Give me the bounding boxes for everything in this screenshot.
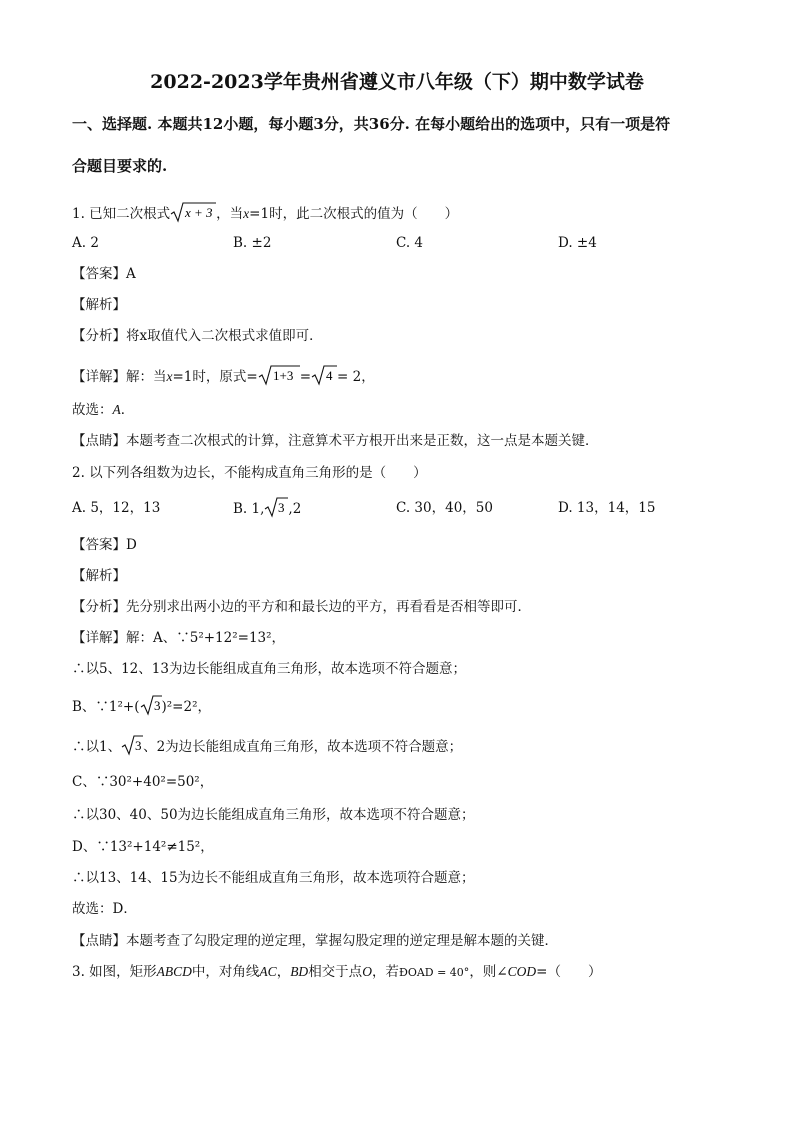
q2-detail-8: ∴以13、14、15为边长不能组成直角三角形，故本选项符合题意；	[72, 870, 475, 886]
svg-text:3: 3	[278, 500, 285, 515]
q1-detail: 【详解】解：当x=1时，原式= 1+3 = 4 = 2，	[72, 364, 375, 391]
q1-answer: 【答案】A	[72, 266, 136, 282]
q1-option-c: C. 4	[396, 235, 424, 251]
page-title: 2022-2023学年贵州省遵义市八年级（下）期中数学试卷	[150, 71, 644, 93]
sqrt-1-plus-3	[258, 364, 300, 391]
svg-text:4: 4	[326, 368, 333, 383]
q2-analysis-label: 【解析】	[72, 568, 126, 584]
svg-text:3: 3	[153, 698, 160, 713]
svg-text:3: 3	[135, 738, 142, 753]
q2-fenxi: 【分析】先分别求出两小边的平方和和最长边的平方，再看看是否相等即可．	[72, 599, 531, 615]
section-heading-line2: 合题目要求的.	[72, 157, 168, 175]
q2-detail-2: ∴以5、12、13为边长能组成直角三角形，故本选项不符合题意；	[72, 661, 466, 677]
sqrt-x-plus-3	[170, 201, 216, 228]
q2-detail-1: 【详解】解：A、∵5²+12²=13²，	[72, 630, 286, 646]
q2-detail-4: ∴以1、 3 、2为边长能组成直角三角形，故本选项不符合题意；	[72, 734, 462, 761]
q2-answer: 【答案】D	[72, 537, 137, 553]
q1-option-a: A. 2	[72, 235, 99, 251]
q1-choose: 故选：A．	[72, 402, 135, 418]
q2-option-d: D. 13，14，15	[558, 500, 656, 516]
q2-option-a: A. 5，12，13	[72, 500, 161, 516]
q1-option-b: B. ±2	[233, 235, 272, 251]
q1-stem: 1. 已知二次根式 x + 3 ，当x=1时，此二次根式的值为（ ）	[72, 201, 458, 228]
q2-detail-3: B、∵1²+( 3 )²=2²，	[72, 694, 211, 721]
sqrt-3	[121, 734, 143, 761]
q1-option-d: D. ±4	[558, 235, 597, 251]
q2-choose: 故选：D．	[72, 901, 137, 917]
sqrt-3	[264, 496, 288, 523]
q2-stem: 2. 以下列各组数为边长，不能构成直角三角形的是（ ）	[72, 465, 427, 481]
q2-detail-5: C、∵30²+40²=50²，	[72, 774, 214, 790]
q1-analysis-label: 【解析】	[72, 297, 126, 313]
svg-text:1+3: 1+3	[272, 368, 294, 383]
q2-option-c: C. 30，40，50	[396, 500, 493, 516]
sqrt-3	[140, 694, 162, 721]
q1-fenxi: 【分析】将x取值代入二次根式求值即可．	[72, 328, 323, 344]
svg-text:x + 3: x + 3	[185, 205, 213, 220]
section-heading-line1: 一、选择题. 本题共12小题，每小题3分，共36分. 在每小题给出的选项中，只有一项是符	[72, 115, 671, 133]
q2-option-b: B. 1, 3 ,2	[233, 496, 301, 523]
q2-dianjing: 【点睛】本题考查了勾股定理的逆定理，掌握勾股定理的逆定理是解本题的关键．	[72, 933, 558, 949]
sqrt-4	[311, 364, 337, 391]
q2-detail-7: D、∵13²+14²≠15²，	[72, 839, 214, 855]
q2-detail-6: ∴以30、40、50为边长能组成直角三角形，故本选项不符合题意；	[72, 807, 475, 823]
q3-stem: 3. 如图，矩形ABCD中，对角线AC，BD相交于点O，若ÐOAD = 40°，则∠COD=（ ）	[72, 964, 602, 980]
q1-dianjing: 【点睛】本题考查二次根式的计算，注意算术平方根开出来是正数，这一点是本题关键．	[72, 433, 599, 449]
